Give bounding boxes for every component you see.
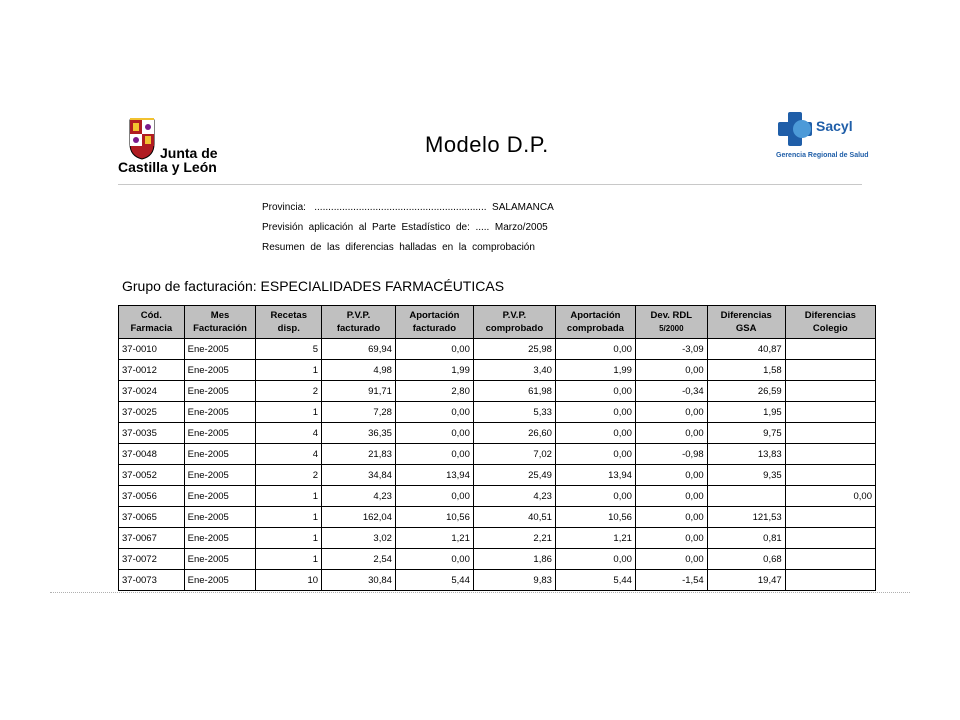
cell-aport-fact: 0,00 [395,444,473,465]
cell-cod: 37-0065 [119,507,185,528]
cell-aport-fact: 2,80 [395,381,473,402]
cell-recetas: 1 [256,528,322,549]
cell-dif-colegio [785,549,875,570]
cell-pvp-comp: 1,86 [473,549,555,570]
table-row [119,444,876,465]
cell-aport-comp: 1,99 [555,360,635,381]
cell-recetas: 4 [256,423,322,444]
cell-dif-gsa: 26,59 [707,381,785,402]
cell-mes: Ene-2005 [184,402,256,423]
cell-dif-gsa: 0,68 [707,549,785,570]
cell-recetas: 1 [256,360,322,381]
cell-pvp-comp: 40,51 [473,507,555,528]
table-row [119,570,876,591]
cell-aport-fact: 5,44 [395,570,473,591]
cell-cod: 37-0067 [119,528,185,549]
cell-pvp-fact: 36,35 [322,423,396,444]
cell-aport-fact: 1,99 [395,360,473,381]
cell-dif-colegio [785,507,875,528]
cell-aport-fact: 0,00 [395,549,473,570]
cell-aport-fact: 1,21 [395,528,473,549]
table-row [119,528,876,549]
cell-pvp-fact: 34,84 [322,465,396,486]
cell-recetas: 1 [256,402,322,423]
table-row [119,486,876,507]
header-pvp-facturado: P.V.P. facturado [322,306,396,339]
header-aportacion-comprobada: Aportación comprobada [555,306,635,339]
cell-dev-rdl: 0,00 [635,549,707,570]
cell-recetas: 2 [256,465,322,486]
cell-mes: Ene-2005 [184,549,256,570]
cell-aport-comp: 0,00 [555,423,635,444]
cell-dif-colegio [785,402,875,423]
cell-dif-gsa: 1,58 [707,360,785,381]
cell-pvp-comp: 7,02 [473,444,555,465]
table-row [119,549,876,570]
header-dev-rdl: Dev. RDL 5/2000 [635,306,707,339]
cell-dev-rdl: -0,34 [635,381,707,402]
cell-mes: Ene-2005 [184,423,256,444]
header-diferencias-colegio: Diferencias Colegio [785,306,875,339]
cell-dev-rdl: 0,00 [635,360,707,381]
cell-dif-gsa: 40,87 [707,339,785,360]
page-break-line [50,592,910,593]
document-title: Modelo D.P. [425,132,549,157]
cell-dif-gsa: 0,81 [707,528,785,549]
cell-recetas: 1 [256,507,322,528]
cell-dif-colegio [785,570,875,591]
cell-pvp-fact: 162,04 [322,507,396,528]
cell-pvp-comp: 2,21 [473,528,555,549]
cell-aport-fact: 13,94 [395,465,473,486]
cell-pvp-comp: 9,83 [473,570,555,591]
cell-aport-fact: 0,00 [395,423,473,444]
cell-dif-gsa [707,486,785,507]
cell-aport-comp: 0,00 [555,402,635,423]
cell-dif-colegio [785,465,875,486]
cell-mes: Ene-2005 [184,528,256,549]
cell-pvp-comp: 5,33 [473,402,555,423]
cell-aport-comp: 0,00 [555,381,635,402]
differences-table [118,305,876,591]
cell-dif-gsa: 9,75 [707,423,785,444]
cell-aport-comp: 10,56 [555,507,635,528]
cell-aport-comp: 5,44 [555,570,635,591]
header-diferencias-gsa: Diferencias GSA [707,306,785,339]
cell-dif-colegio [785,444,875,465]
cell-dif-colegio [785,423,875,444]
sacyl-subtitle: Gerencia Regional de Salud [776,152,869,159]
cell-cod: 37-0073 [119,570,185,591]
cell-pvp-fact: 2,54 [322,549,396,570]
cell-mes: Ene-2005 [184,444,256,465]
cell-aport-fact: 0,00 [395,339,473,360]
cell-pvp-fact: 7,28 [322,402,396,423]
cell-aport-comp: 0,00 [555,339,635,360]
cell-cod: 37-0048 [119,444,185,465]
info-prevision: Previsión aplicación al Parte Estadístico de: ..... Marzo/2005 [262,222,548,233]
cell-dif-gsa: 13,83 [707,444,785,465]
cell-dev-rdl: 0,00 [635,465,707,486]
cell-cod: 37-0012 [119,360,185,381]
cell-recetas: 5 [256,339,322,360]
cell-recetas: 1 [256,486,322,507]
cell-mes: Ene-2005 [184,486,256,507]
cell-dif-gsa: 121,53 [707,507,785,528]
cell-cod: 37-0052 [119,465,185,486]
cell-dev-rdl: 0,00 [635,528,707,549]
cell-dif-colegio [785,360,875,381]
header-mes-facturacion: Mes Facturación [184,306,256,339]
cell-pvp-fact: 3,02 [322,528,396,549]
table-row [119,360,876,381]
health-cross-icon [776,110,814,148]
info-resumen: Resumen de las diferencias halladas en la comprobación [262,242,535,253]
cell-pvp-fact: 21,83 [322,444,396,465]
cell-pvp-comp: 25,49 [473,465,555,486]
sacyl-logo [772,110,872,166]
cell-aport-fact: 0,00 [395,402,473,423]
cell-dif-colegio [785,528,875,549]
cell-dif-gsa: 19,47 [707,570,785,591]
cell-pvp-fact: 69,94 [322,339,396,360]
cell-pvp-comp: 3,40 [473,360,555,381]
cell-dev-rdl: -1,54 [635,570,707,591]
cell-cod: 37-0025 [119,402,185,423]
cell-aport-comp: 0,00 [555,486,635,507]
header-cod-farmacia: Cód. Farmacia [119,306,185,339]
cell-cod: 37-0010 [119,339,185,360]
cell-dif-colegio: 0,00 [785,486,875,507]
cell-mes: Ene-2005 [184,465,256,486]
cell-dev-rdl: 0,00 [635,486,707,507]
cell-pvp-comp: 25,98 [473,339,555,360]
logo-text-line1: Junta de [160,145,218,161]
header-recetas: Recetas disp. [256,306,322,339]
cell-dif-gsa: 1,95 [707,402,785,423]
table-row [119,423,876,444]
header-aportacion-facturado: Aportación facturado [395,306,473,339]
cell-dif-colegio [785,339,875,360]
cell-mes: Ene-2005 [184,360,256,381]
table-row [119,402,876,423]
cell-dev-rdl: -0,98 [635,444,707,465]
cell-recetas: 4 [256,444,322,465]
cell-pvp-fact: 4,98 [322,360,396,381]
table-row [119,339,876,360]
cell-cod: 37-0035 [119,423,185,444]
cell-pvp-comp: 26,60 [473,423,555,444]
table-header-row [119,306,876,339]
cell-pvp-fact: 91,71 [322,381,396,402]
cell-dif-gsa: 9,35 [707,465,785,486]
cell-recetas: 2 [256,381,322,402]
cell-pvp-comp: 61,98 [473,381,555,402]
cell-aport-fact: 10,56 [395,507,473,528]
logo-text-line2: Castilla y León [118,159,217,175]
cell-dev-rdl: 0,00 [635,402,707,423]
cell-dev-rdl: 0,00 [635,423,707,444]
cell-pvp-fact: 30,84 [322,570,396,591]
table-row [119,507,876,528]
cell-aport-comp: 0,00 [555,549,635,570]
cell-mes: Ene-2005 [184,507,256,528]
cell-aport-fact: 0,00 [395,486,473,507]
cell-mes: Ene-2005 [184,339,256,360]
header-divider [118,184,862,185]
sacyl-name: Sacyl [816,118,853,134]
table-row [119,465,876,486]
cell-cod: 37-0056 [119,486,185,507]
cell-aport-comp: 13,94 [555,465,635,486]
cell-pvp-comp: 4,23 [473,486,555,507]
cell-dev-rdl: 0,00 [635,507,707,528]
cell-dev-rdl: -3,09 [635,339,707,360]
cell-cod: 37-0024 [119,381,185,402]
header-pvp-comprobado: P.V.P. comprobado [473,306,555,339]
cell-mes: Ene-2005 [184,381,256,402]
info-provincia: Provincia: .............................................................. SALAMANCA [262,202,554,213]
junta-castilla-leon-logo [118,116,228,178]
cell-recetas: 10 [256,570,322,591]
table-row [119,381,876,402]
cell-aport-comp: 0,00 [555,444,635,465]
cell-cod: 37-0072 [119,549,185,570]
cell-mes: Ene-2005 [184,570,256,591]
cell-recetas: 1 [256,549,322,570]
cell-dif-colegio [785,381,875,402]
cell-pvp-fact: 4,23 [322,486,396,507]
cell-aport-comp: 1,21 [555,528,635,549]
group-title: Grupo de facturación: ESPECIALIDADES FARMACÉUTICAS [122,278,505,294]
